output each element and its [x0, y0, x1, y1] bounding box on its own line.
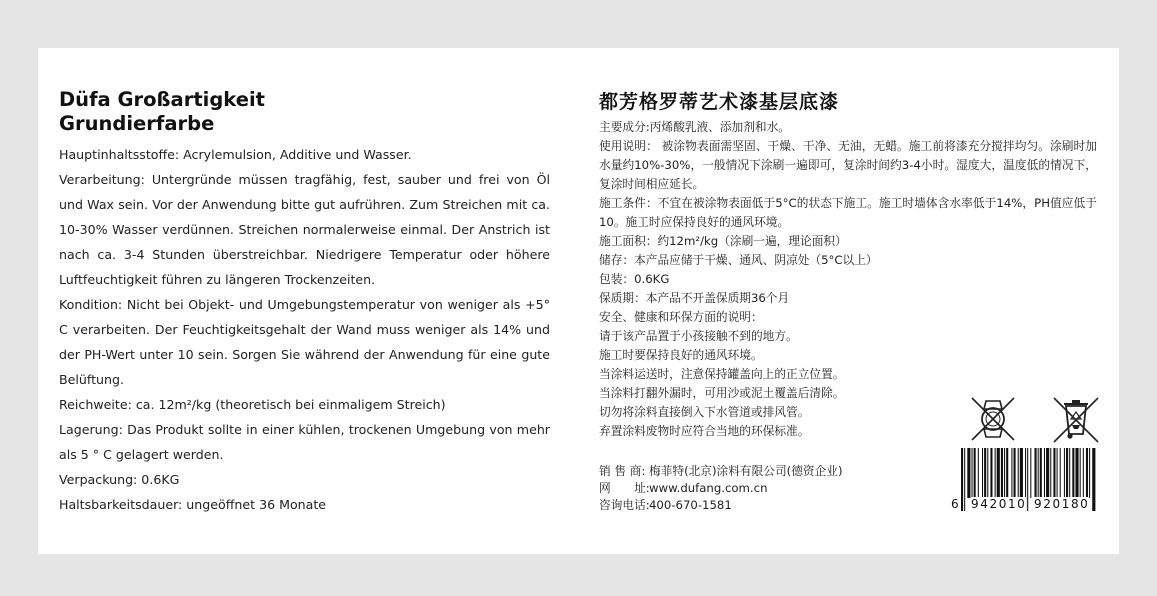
german-paragraph: Verarbeitung: Untergründe müssen tragfähig, fest, sauber und frei von Öl und Wax sein. Vor der Anwendung bitte gut aufrühren. Zum Streichen mit ca. 10-30% Wasser verdünnen. Streichen normalerweise einmal. Der Anstrich ist nach ca. 3-4 Stunden überstreichbar. Niedrigere Temperatur oder höhere Luftfeuchtigkeit führen zu längeren Trockenzeiten.: [59, 172, 550, 287]
barcode-bar: [1089, 448, 1090, 498]
barcode-bar: [1014, 448, 1016, 498]
barcode-bar: [1006, 448, 1008, 498]
german-title: [59, 88, 550, 136]
seller-value: 梅菲特(北京)涂料有限公司(德资企业): [649, 464, 843, 478]
barcode-bar: [1046, 448, 1049, 498]
barcode-bar: [974, 448, 976, 498]
barcode-left-digits: 942010: [971, 497, 1027, 511]
barcode-bar: [1069, 448, 1070, 498]
contact-info: [599, 463, 919, 514]
chinese-paragraph: 弃置涂料废物时应符合当地的环保标准。: [599, 424, 810, 438]
phone-line: [599, 497, 919, 514]
chinese-paragraph: 包装：0.6KG: [599, 272, 670, 286]
german-paragraph: Verpackung: 0.6KG: [59, 472, 180, 487]
no-watch-icon: [968, 394, 1018, 444]
barcode-bar: [972, 448, 973, 498]
phone-value: 400-670-1581: [649, 498, 732, 512]
german-title-line2: Grundierfarbe: [59, 112, 215, 135]
german-paragraph: Haltsbarkeitsdauer: ungeöffnet 36 Monate: [59, 497, 327, 512]
barcode-bar: [1018, 448, 1019, 498]
barcode-bar: [1027, 448, 1028, 511]
barcode-bar: [1066, 448, 1068, 498]
barcode-bar: [978, 448, 979, 498]
chinese-paragraph: 储存：本产品应储于干燥、通风、阴凉处（5°C以上）: [599, 253, 878, 267]
german-section: [59, 88, 550, 517]
german-paragraph: Kondition: Nicht bei Objekt- und Umgebungstemperatur von weniger als +5° C verarbeiten. Der Feuchtigkeitsgehalt der Wand muss weniger als 14% und der PH-Wert unter 10 sein. Sorgen Sie während der Anwendung für eine gute Belüftung.: [59, 297, 550, 387]
barcode-bar: [990, 448, 992, 498]
chinese-paragraph: 主要成分:丙烯酸乳液、添加剂和水。: [599, 120, 790, 134]
german-paragraph: Reichweite: ca. 12m²/kg (theoretisch bei einmaligem Streich): [59, 397, 446, 412]
chinese-title: 都芳格罗蒂艺术漆基层底漆: [599, 91, 840, 113]
barcode-bar: [1075, 448, 1078, 498]
barcode-right-digits: 920180: [1034, 497, 1090, 511]
barcode-bar: [1030, 448, 1031, 498]
barcode-bar: [1053, 448, 1055, 498]
chinese-paragraph: 当涂料打翻外漏时，可用沙或泥土覆盖后清除。: [599, 386, 845, 400]
website-value: www.dufang.com.cn: [649, 481, 768, 495]
chinese-body: [599, 118, 1097, 441]
chinese-paragraph: 切勿将涂料直接倒入下水管道或排风管。: [599, 405, 810, 419]
barcode-bar: [1035, 448, 1037, 498]
seller-line: [599, 463, 919, 480]
chinese-paragraph: 使用说明： 被涂物表面需坚固、干燥、干净、无油，无蜡。施工前将漆充分搅拌均匀。涂刷时加水量约10%-30%，一般情况下涂刷一遍即可，复涂时间约3-4小时。湿度大，温度低的情况下，复涂时间相应延长。: [599, 139, 1097, 191]
german-body: [59, 142, 550, 517]
chinese-paragraph: 保质期：本产品不开盖保质期36个月: [599, 291, 790, 305]
barcode-bar: [1080, 448, 1081, 498]
barcode-bar: [1086, 448, 1088, 498]
crossed-out-wheelie-bin-icon: [1050, 394, 1102, 444]
barcode-bar: [987, 448, 988, 498]
website-label: 网 址:: [599, 481, 650, 495]
barcode-bar: [1057, 448, 1058, 498]
barcode-bar: [1011, 448, 1012, 498]
barcode-bar: [967, 448, 970, 498]
barcode-lead-digit: 6: [951, 497, 959, 511]
barcode-bar: [961, 448, 963, 511]
chinese-paragraph: 施工面积：约12m²/kg（涂刷一遍，理论面积）: [599, 234, 847, 248]
chinese-paragraph: 安全、健康和环保方面的说明：: [599, 310, 763, 324]
german-title-line1: Düfa Großartigkeit: [59, 88, 265, 111]
barcode-bar: [1020, 448, 1023, 498]
barcode-bar: [1050, 448, 1051, 498]
german-paragraph: Hauptinhaltsstoffe: Acrylemulsion, Additive und Wasser.: [59, 147, 412, 162]
phone-label: 咨询电话:: [599, 498, 650, 512]
chinese-paragraph: 当涂料运送时，注意保持罐盖向上的正立位置。: [599, 367, 845, 381]
seller-label: 销 售 商:: [599, 464, 646, 478]
barcode-bar: [1072, 448, 1074, 498]
barcode-bar: [1064, 448, 1065, 498]
barcode-bar: [1040, 448, 1042, 498]
barcode-bar: [964, 448, 965, 511]
barcode-bar: [1044, 448, 1045, 498]
barcode-bar: [1092, 448, 1095, 511]
barcode-bar: [997, 448, 1000, 498]
chinese-paragraph: 施工时要保持良好的通风环境。: [599, 348, 763, 362]
barcode-bar: [1060, 448, 1061, 498]
chinese-paragraph: 请于该产品置于小孩接触不到的地方。: [599, 329, 798, 343]
barcode-bar: [995, 448, 996, 498]
barcode: [951, 448, 1101, 513]
barcode-bar: [1001, 448, 1003, 498]
german-paragraph: Lagerung: Das Produkt sollte in einer kühlen, trockenen Umgebung von mehr als 5 ° C gelagert werden.: [59, 422, 550, 462]
disposal-icons: [968, 394, 1108, 444]
barcode-bar: [1083, 448, 1084, 498]
product-label: [38, 48, 1119, 554]
barcode-bar: [984, 448, 986, 498]
barcode-bar: [1004, 448, 1005, 498]
chinese-section: [599, 90, 1097, 441]
barcode-bar: [1038, 448, 1039, 498]
website-line: [599, 480, 919, 497]
chinese-paragraph: 施工条件：不宜在被涂物表面低于5°C的状态下施工。施工时墙体含水率低于14%，PH值应低于10。施工时应保持良好的通风环境。: [599, 196, 1097, 229]
barcode-bar: [982, 448, 983, 498]
